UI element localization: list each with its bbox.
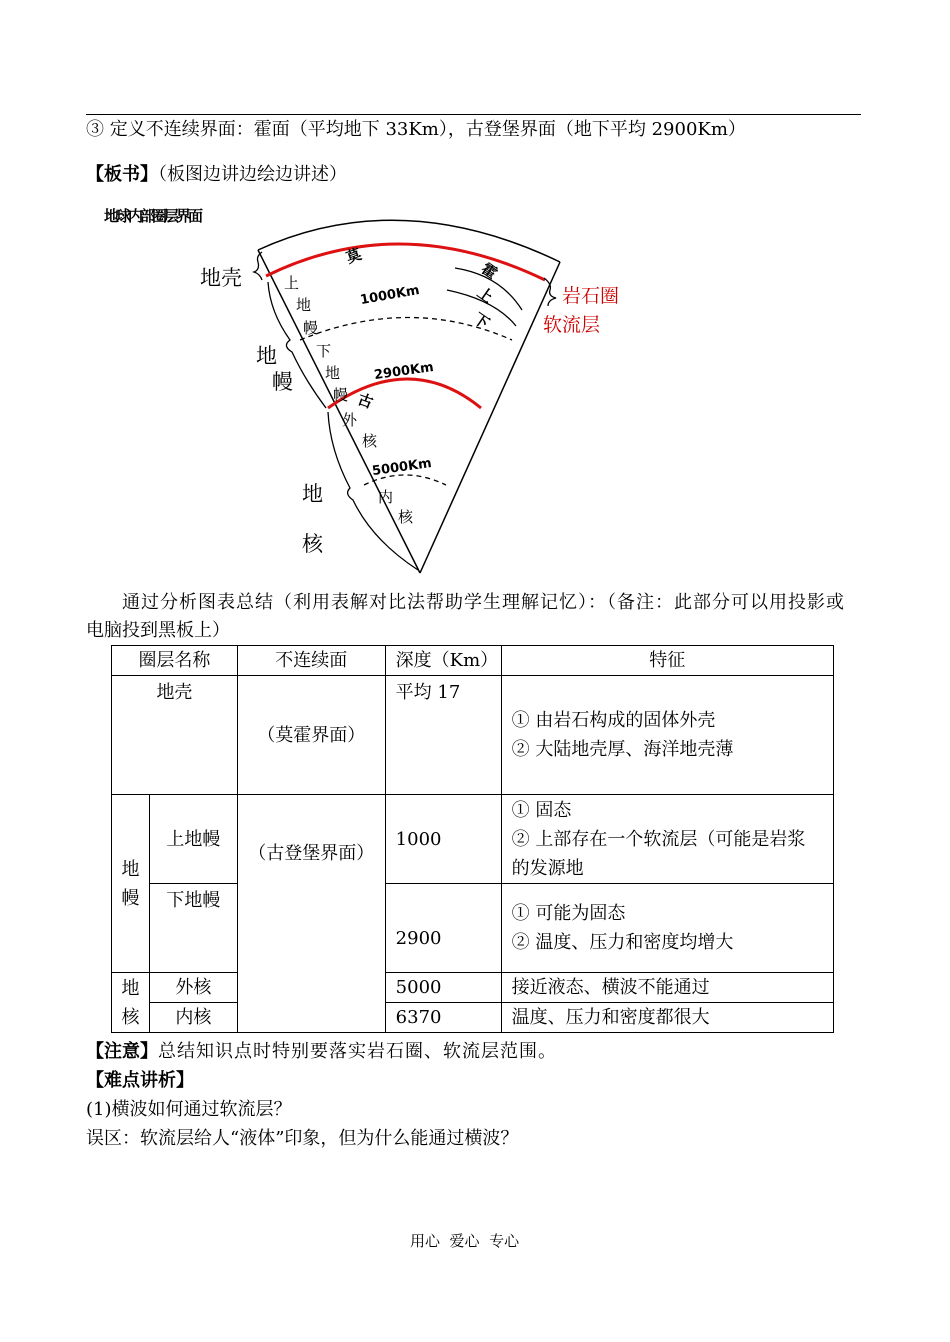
label-outer-1: 外: [342, 411, 358, 429]
label-crust: 地壳: [200, 266, 242, 290]
mantle-char-2: 幔: [121, 887, 140, 909]
cell-lower-feature: [501, 884, 833, 973]
label-moho: 莫: [343, 244, 364, 267]
core-char-1: 地: [121, 977, 140, 999]
cell-outer-core: 外核: [149, 973, 237, 1003]
cell-moho-boundary: [237, 676, 385, 795]
label-upper-2: 地: [296, 296, 312, 314]
label-2900km: 2900Km: [373, 359, 435, 384]
header-feature: 特征: [501, 646, 833, 676]
label-asthenosphere: 软流层: [543, 314, 601, 336]
header-boundary: 不连续面: [237, 646, 385, 676]
table-row-outer-core: [112, 973, 834, 1003]
cell-crust-name: 地壳: [112, 676, 238, 795]
summary-text-1: 通过分析图表总结（利用表解对比法帮助学生理解记忆）：（备注：此部分可以用投影或: [122, 592, 845, 613]
table-row-crust: [112, 676, 834, 795]
label-outer-2: 核: [362, 432, 378, 450]
misconception-line: 误区：软流层给人“液体”印象，但为什么能通过横波？: [86, 1128, 519, 1149]
lower-feature-1: ① 可能为固态: [511, 903, 626, 924]
cell-upper-depth: 1000: [385, 795, 501, 884]
label-inner-2: 核: [398, 508, 414, 526]
cell-crust-feature: [501, 676, 833, 795]
moho-boundary-text: （莫霍界面）: [257, 724, 366, 746]
note-text: 总结知识点时特别要落实岩石圈、软流层范围。: [158, 1041, 557, 1062]
table-row-lower-mantle: [112, 884, 834, 973]
cell-outer-depth: 5000: [385, 973, 501, 1003]
label-5000km: 5000Km: [371, 455, 433, 480]
cell-inner-core: 内核: [149, 1003, 237, 1033]
cell-core-group: [112, 973, 150, 1033]
gutenberg-boundary: [328, 379, 481, 408]
page-footer: 用心 爱心 专心: [410, 1232, 520, 1250]
cell-inner-depth: 6370: [385, 1003, 501, 1033]
label-lower-1: 下: [316, 342, 332, 360]
cell-outer-feature: 接近液态、横波不能通过: [501, 973, 833, 1003]
difficulty-label: 【难点讲析】: [86, 1070, 194, 1091]
label-lower-2: 地: [325, 364, 341, 382]
label-lithosphere: 岩石圈: [562, 285, 620, 307]
cell-crust-depth: 平均 17: [385, 676, 501, 795]
label-upper-1: 上: [284, 274, 300, 292]
upper-feature-1: ① 固态: [511, 799, 572, 821]
table-row-inner-core: [112, 1003, 834, 1033]
crust-feature-1: ① 由岩石构成的固体外壳: [511, 710, 716, 731]
diagram-caption: 地球内部圈层界面: [104, 207, 201, 225]
moho-boundary: [266, 244, 545, 280]
header-layer-name: 圈层名称: [112, 646, 238, 676]
label-mantle-2: 幔: [272, 370, 293, 394]
label-inner-1: 内: [378, 488, 394, 506]
label-huo: 霍: [477, 259, 501, 283]
sector-right-edge: [420, 262, 560, 573]
label-mantle-1: 地: [256, 344, 277, 368]
cell-lower-depth: 2900: [385, 884, 501, 973]
note-line: [86, 1041, 557, 1063]
board-note: （板图边讲边绘边讲述）: [158, 164, 347, 185]
label-lower-3: 幔: [333, 386, 349, 404]
table-header-row: [112, 646, 834, 676]
label-core-2: 核: [302, 532, 323, 556]
label-up: 上: [473, 283, 497, 307]
upper-feature-2: ② 上部存在一个软流层（可能是岩浆: [511, 828, 806, 850]
cell-upper-feature: [501, 795, 833, 884]
label-core-1: 地: [302, 482, 323, 506]
lower-feature-2: ② 温度、压力和密度均增大: [511, 932, 734, 953]
label-upper-3: 幔: [303, 319, 319, 337]
cell-mantle-group: [112, 795, 150, 973]
label-down: 下: [469, 309, 493, 333]
header-depth: 深度（Km）: [385, 646, 501, 676]
cell-gutenberg-boundary: （古登堡界面）: [237, 795, 385, 1033]
summary-text-2: 电脑投到黑板上）: [86, 620, 230, 641]
table-row-upper-mantle: [112, 795, 834, 884]
cell-lower-mantle: 下地幔: [149, 884, 237, 973]
intro-line: ③ 定义不连续界面：霍面（平均地下 33Km），古登堡界面（地下平均 2900Km）: [86, 119, 746, 140]
surface-arc: [258, 220, 560, 262]
mantle-char-1: 地: [121, 858, 140, 880]
layers-table: [111, 645, 834, 1033]
label-1000km: 1000Km: [359, 282, 421, 309]
cell-upper-mantle: 上地幔: [149, 795, 237, 884]
label-gu: 古: [355, 389, 376, 412]
cell-inner-feature: 温度、压力和密度都很大: [501, 1003, 833, 1033]
upper-feature-3: 的发源地: [511, 857, 584, 879]
crust-feature-2: ② 大陆地壳厚、海洋地壳薄: [511, 739, 734, 760]
note-label: 【注意】: [86, 1041, 158, 1062]
question-line: (1)横波如何通过软流层？: [86, 1099, 292, 1120]
core-char-2: 核: [121, 1006, 140, 1028]
board-label: 【板书】: [86, 164, 158, 185]
